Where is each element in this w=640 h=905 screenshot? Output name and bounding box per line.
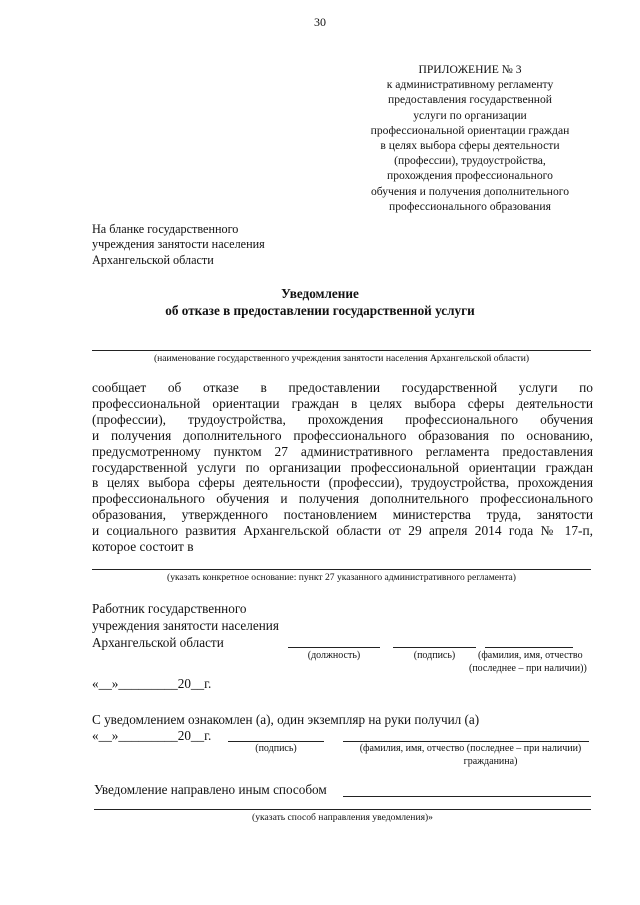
appendix-line: обучения и получения дополнительного bbox=[370, 184, 570, 198]
name-caption-2: (последнее – при наличии)) bbox=[469, 663, 587, 674]
notice-body bbox=[92, 380, 593, 555]
appendix-header bbox=[340, 62, 600, 214]
name-caption-1: (фамилия, имя, отчество bbox=[478, 650, 583, 661]
body-line: в целях выбора сферы деятельности (профессии), трудоустройства, прохождения bbox=[92, 475, 593, 491]
body-line: профессиональной ориентации граждан в целях выбора сферы деятельности bbox=[92, 395, 593, 411]
letterhead-line: Архангельской области bbox=[92, 252, 214, 267]
position-field[interactable] bbox=[288, 647, 380, 648]
other-method-caption: (указать способ направления уведомления)» bbox=[252, 812, 433, 823]
organization-name-line[interactable] bbox=[92, 350, 591, 351]
title-line-1: Уведомление bbox=[281, 286, 359, 301]
acknowledgement-name-caption-1: (фамилия, имя, отчество (последнее – при наличии) bbox=[359, 743, 582, 754]
reason-caption: (указать конкретное основание: пункт 27 указанного административного регламента) bbox=[167, 572, 516, 583]
body-line: предусмотренному пунктом 27 административного регламента предоставления bbox=[92, 443, 593, 459]
body-line: сообщает об отказе в предоставлении государственной услуги по bbox=[92, 380, 593, 395]
title-line-2: об отказе в предоставлении государственной услуги bbox=[165, 303, 475, 318]
other-method-text: Уведомление направлено иным способом bbox=[94, 782, 327, 797]
appendix-line: профессиональной ориентации граждан bbox=[370, 123, 570, 137]
acknowledgement-name-caption-2: гражданина) bbox=[463, 756, 518, 767]
body-line: и социального развития Архангельской области от 29 апреля 2014 года № 17-п, bbox=[92, 523, 593, 539]
page-number: 30 bbox=[314, 15, 326, 29]
appendix-line: ПРИЛОЖЕНИЕ № 3 bbox=[418, 63, 522, 76]
worker-date-field[interactable]: «__»_________20__г. bbox=[92, 676, 212, 691]
body-line: государственной услуги по организации профессиональной ориентации граждан bbox=[92, 459, 593, 475]
body-line: профессионального обучения и получения дополнительного профессионального bbox=[92, 491, 593, 507]
letterhead-line: На бланке государственного bbox=[92, 222, 239, 236]
body-line: образования, утвержденного постановлением министерства труда, занятости bbox=[92, 507, 593, 523]
acknowledgement-signature-caption: (подпись) bbox=[255, 743, 297, 754]
acknowledgement-text: С уведомлением ознакомлен (а), один экземпляр на руки получил (а) bbox=[92, 712, 480, 727]
body-line: которое состоит в bbox=[92, 539, 194, 555]
letterhead-line: учреждения занятости населения bbox=[92, 237, 265, 252]
document-title bbox=[0, 285, 640, 319]
reason-line[interactable] bbox=[92, 569, 591, 570]
other-method-field[interactable] bbox=[343, 796, 591, 797]
appendix-line: прохождения профессионального bbox=[387, 169, 553, 183]
acknowledgement-date-field[interactable]: «__»_________20__г. bbox=[92, 728, 212, 743]
letterhead-note bbox=[92, 222, 265, 268]
body-line: и получения дополнительного профессионального образования по основанию, bbox=[92, 427, 593, 443]
appendix-line: профессионального образования bbox=[389, 199, 551, 213]
appendix-line: предоставления государственной bbox=[388, 93, 552, 107]
organization-caption: (наименование государственного учреждения занятости населения Архангельской области) bbox=[153, 353, 530, 364]
worker-line: учреждения занятости населения bbox=[92, 618, 279, 633]
worker-line: Работник государственного bbox=[92, 601, 247, 616]
body-line: (профессии), трудоустройства, прохождения профессионального обучения bbox=[92, 411, 593, 427]
appendix-line: к административному регламенту bbox=[386, 78, 554, 92]
signature-caption: (подпись) bbox=[413, 650, 456, 661]
signature-field[interactable] bbox=[393, 647, 476, 648]
name-field[interactable] bbox=[485, 647, 573, 648]
appendix-line: (профессии), трудоустройства, bbox=[394, 154, 546, 168]
other-method-line[interactable] bbox=[94, 809, 591, 810]
worker-line: Архангельской области bbox=[92, 635, 224, 650]
acknowledgement-signature-field[interactable] bbox=[228, 741, 324, 742]
worker-label bbox=[92, 600, 279, 651]
appendix-line: услуги по организации bbox=[413, 108, 527, 122]
position-caption: (должность) bbox=[307, 650, 361, 661]
appendix-line: в целях выбора сферы деятельности bbox=[380, 139, 560, 153]
acknowledgement-name-field[interactable] bbox=[343, 741, 589, 742]
